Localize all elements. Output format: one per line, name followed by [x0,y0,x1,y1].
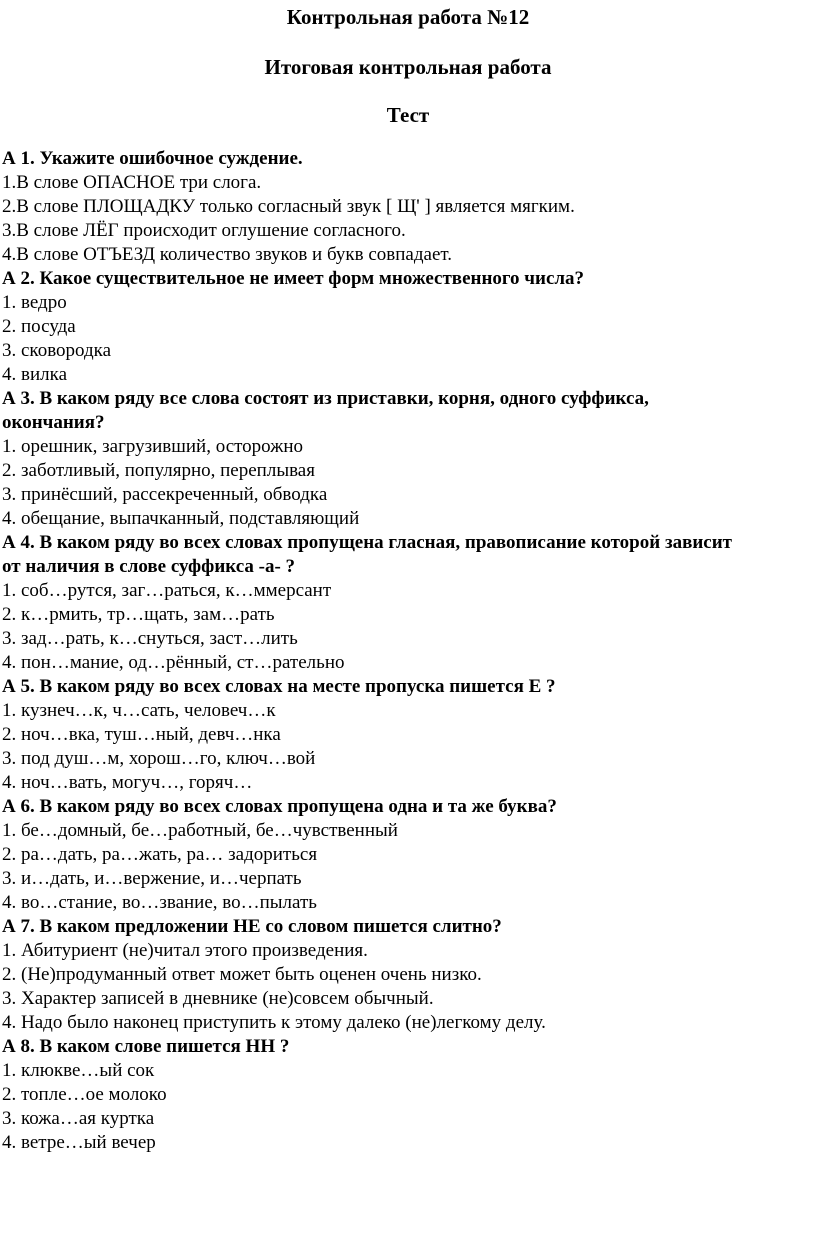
question-a7 [2,915,814,1035]
answer-option: 3.В слове ЛЁГ происходит оглушение согласного. [2,220,406,241]
answer-option: 2.В слове ПЛОЩАДКУ только согласный звук [ Щ' ] является мягким. [2,196,575,217]
answer-option: 3. и…дать, и…вержение, и…черпать [2,868,302,889]
answer-option: 1. ведро [2,292,67,313]
answer-option: 1. клюкве…ый сок [2,1060,155,1081]
answer-option: 2. к…рмить, тр…щать, зам…рать [2,604,275,625]
section-heading: Тест [386,103,430,127]
answer-option: 2. топле…ое молоко [2,1084,167,1105]
question-a3 [2,387,814,531]
question-a8 [2,1035,814,1155]
question-title: А 8. В каком слове пишется НН ? [2,1036,290,1057]
answer-option: 2. ра…дать, ра…жать, ра… задориться [2,844,318,865]
question-a4 [2,531,814,675]
question-title: А 5. В каком ряду во всех словах на месте пропуска пишется Е ? [2,676,556,697]
answer-option: 4. Надо было наконец приступить к этому далеко (не)легкому делу. [2,1012,546,1033]
question-a5 [2,675,814,795]
answer-option: 4.В слове ОТЪЕЗД количество звуков и букв совпадает. [2,244,453,265]
question-title: А 1. Укажите ошибочное суждение. [2,148,303,169]
answer-option: 3. сковородка [2,340,112,361]
answer-option: 1. орешник, загрузивший, осторожно [2,436,304,457]
question-a2 [2,267,814,387]
answer-option: 4. обещание, выпачканный, подставляющий [2,508,360,529]
answer-option: 4. во…стание, во…звание, во…пылать [2,892,317,913]
question-title: А 2. Какое существительное не имеет форм множественного числа? [2,268,585,289]
answer-option: 1. Абитуриент (не)читал этого произведения. [2,940,368,961]
answer-option: 2. ноч…вка, туш…ный, девч…нка [2,724,281,745]
answer-option: 4. вилка [2,364,67,385]
question-title: А 6. В каком ряду во всех словах пропущена одна и та же буква? [2,796,557,817]
answer-option: 4. пон…мание, од…рённый, ст…рательно [2,652,345,673]
question-title: А 7. В каком предложении НЕ со словом пишется слитно? [2,916,502,937]
document-subtitle: Итоговая контрольная работа [264,55,552,79]
answer-option: 3. зад…рать, к…снуться, заст…лить [2,628,298,649]
question-title: А 4. В каком ряду во всех словах пропущена гласная, правописание которой зависит [2,532,733,553]
answer-option: 1. бе…домный, бе…работный, бе…чувственный [2,820,398,841]
question-a1 [2,147,814,267]
answer-option: 4. ветре…ый вечер [2,1132,156,1153]
answer-option: 3. кожа…ая куртка [2,1108,155,1129]
question-title-continued: окончания? [2,412,105,433]
test-content [2,147,814,1155]
answer-option: 2. посуда [2,316,76,337]
answer-option: 4. ноч…вать, могуч…, горяч… [2,772,253,793]
question-title-continued: от наличия в слове суффикса -а- ? [2,556,296,577]
answer-option: 1.В слове ОПАСНОЕ три слога. [2,172,262,193]
answer-option: 3. под душ…м, хорош…го, ключ…вой [2,748,316,769]
question-title: А 3. В каком ряду все слова состоят из приставки, корня, одного суффикса, [2,388,649,409]
question-a6 [2,795,814,915]
answer-option: 2. (Не)продуманный ответ может быть оценен очень низко. [2,964,482,985]
answer-option: 3. принёсший, рассекреченный, обводка [2,484,328,505]
answer-option: 1. кузнеч…к, ч…сать, человеч…к [2,700,276,721]
answer-option: 2. заботливый, популярно, переплывая [2,460,315,481]
answer-option: 1. соб…рутся, заг…раться, к…ммерсант [2,580,332,601]
document-title: Контрольная работа №12 [286,5,530,29]
answer-option: 3. Характер записей в дневнике (не)совсем обычный. [2,988,434,1009]
